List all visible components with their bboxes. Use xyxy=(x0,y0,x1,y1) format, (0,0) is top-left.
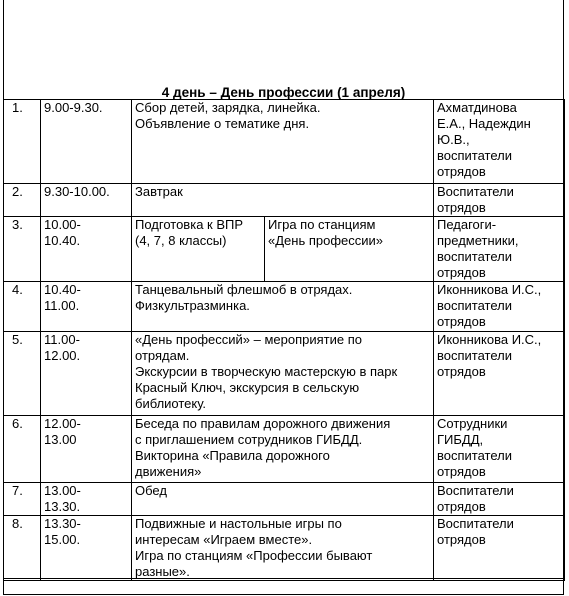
row-number: 2. xyxy=(4,184,41,217)
row-responsible: Воспитатели отрядов xyxy=(434,483,565,516)
row-activity: «День профессий» – мероприятие по отрядам. Экскурсии в творческую мастерскую в парк Красный Ключ, экскурсия в сельскую библиотеку. xyxy=(132,332,434,416)
row-responsible: Сотрудники ГИБДД, воспитатели отрядов xyxy=(434,416,565,483)
row-responsible: Иконникова И.С., воспитатели отрядов xyxy=(434,332,565,416)
table-row xyxy=(4,217,565,282)
row-time: 13.00- 13.30. xyxy=(41,483,132,516)
row-activity: Завтрак xyxy=(132,184,434,217)
row-activity: Беседа по правилам дорожного движения с приглашением сотрудников ГИБДД. Викторина «Правила дорожного движения» xyxy=(132,416,434,483)
table-row xyxy=(4,282,565,332)
row-time: 10.40- 11.00. xyxy=(41,282,132,332)
row-time: 9.30-10.00. xyxy=(41,184,132,217)
table-row xyxy=(4,483,565,516)
row-responsible: Иконникова И.С., воспитатели отрядов xyxy=(434,282,565,332)
row-activity xyxy=(132,217,434,282)
row-time: 12.00- 13.00 xyxy=(41,416,132,483)
schedule-table xyxy=(3,99,565,581)
table-row xyxy=(4,184,565,217)
row-number: 1. xyxy=(4,100,41,184)
row-responsible: Ахматдинова Е.А., Надеждин Ю.В., воспитатели отрядов xyxy=(434,100,565,184)
activity-split xyxy=(132,217,433,281)
row-activity: Подвижные и настольные игры по интересам «Играем вместе». Игра по станциям «Профессии бывают разные». xyxy=(132,516,434,581)
schedule-body xyxy=(4,100,565,581)
row-number: 7. xyxy=(4,483,41,516)
row-number: 5. xyxy=(4,332,41,416)
row-number: 4. xyxy=(4,282,41,332)
row-time: 11.00- 12.00. xyxy=(41,332,132,416)
row-responsible: Воспитатели отрядов xyxy=(434,184,565,217)
row-number: 6. xyxy=(4,416,41,483)
footer-row xyxy=(3,578,564,596)
table-row xyxy=(4,416,565,483)
row-time: 10.00- 10.40. xyxy=(41,217,132,282)
activity-right: Игра по станциям «День профессии» xyxy=(268,217,384,248)
activity-left: Подготовка к ВПР (4, 7, 8 классы) xyxy=(132,217,265,281)
row-responsible: Воспитатели отрядов xyxy=(434,516,565,581)
row-time: 13.30- 15.00. xyxy=(41,516,132,581)
row-activity: Танцевальный флешмоб в отрядах. Физкультразминка. xyxy=(132,282,434,332)
row-activity: Сбор детей, зарядка, линейка. Объявление о тематике дня. xyxy=(132,100,434,184)
row-time: 9.00-9.30. xyxy=(41,100,132,184)
row-number: 3. xyxy=(4,217,41,282)
page-title: 4 день – День профессии (1 апреля) xyxy=(161,85,406,100)
row-activity: Обед xyxy=(132,483,434,516)
row-number: 8. xyxy=(4,516,41,581)
table-row xyxy=(4,516,565,581)
table-row xyxy=(4,100,565,184)
table-row xyxy=(4,332,565,416)
row-responsible: Педагоги- предметники, воспитатели отрядов xyxy=(434,217,565,282)
